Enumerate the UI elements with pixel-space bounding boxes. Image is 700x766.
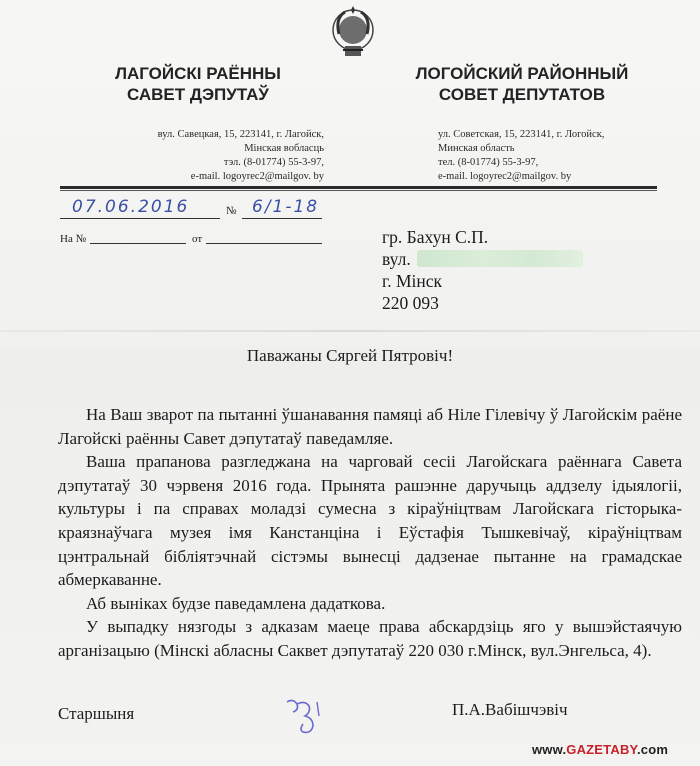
handwritten-date: 07.06.2016	[72, 197, 190, 217]
right-address-line: ул. Советская, 15, 223141, г. Логойск,	[438, 129, 605, 140]
watermark-suffix: .com	[636, 742, 669, 757]
recipient-city: г. Мінск	[382, 271, 443, 291]
number-underline	[242, 218, 322, 219]
right-org-line2: СОВЕТ ДЕПУТАТОВ	[438, 85, 606, 104]
body-paragraph: Ваша прапанова разгледжана на чарговай сесіі Лагойскага раённага Савета дэпутатаў 30 чэрвеня 2016 года. Прынята рашэнне даручыць аддзелу ідыялогіі, культуры і па справах моладзі сумесна з кіраўніцтвам Лагойскага гісторыка-краязнаўчага музея імя Канстанціна і Еўстафія Тышкевічаў, кіраўніцтвам цэнтральнай бібліятэчнай сістэмы вынесці дадзенае пытанне на грамадскае абмеркаванне.	[58, 452, 682, 590]
header-divider-thin	[60, 190, 657, 191]
body-paragraph: На Ваш зварот па пытанні ўшанавання памяці аб Ніле Гілевічу ў Лагойскім раёне Лагойскі раённы Савет дэпутатаў паведамляе.	[58, 405, 682, 448]
letter-body	[58, 403, 682, 663]
signatory-title: Старшыня	[58, 704, 135, 723]
date-underline	[60, 218, 220, 219]
salutation: Паважаны Сяргей Пятровіч!	[246, 346, 454, 365]
header-divider	[60, 186, 657, 189]
recipient-name: гр. Бахун С.П.	[382, 227, 489, 247]
number-symbol: №	[226, 205, 237, 217]
site-watermark	[532, 742, 668, 757]
left-org-line2: САВЕТ ДЭПУТАЎ	[126, 85, 270, 104]
signatory-name: П.А.Вабішчэвіч	[452, 700, 568, 719]
state-emblem-icon	[331, 4, 375, 60]
right-address-line: Минская область	[438, 143, 515, 154]
recipient-street-label: вул.	[382, 249, 411, 269]
right-organization-name	[392, 63, 652, 105]
na-underline	[90, 243, 186, 244]
left-address-block	[124, 128, 324, 184]
left-organization-name	[68, 63, 328, 105]
watermark-prefix: www.	[532, 742, 567, 757]
left-address-line: e-mail. logoyrec2@mailgov. by	[190, 171, 324, 182]
recipient-postcode: 220 093	[382, 293, 439, 313]
left-address-line: вул. Савецкая, 15, 223141, г. Лагойск,	[157, 129, 324, 140]
na-label: На №	[60, 233, 87, 245]
recipient-street	[382, 248, 583, 270]
body-paragraph: У выпадку нязгоды з адказам маеце права абскардзіць яго у вышэйстаячую арганізацыю (Мінскі абласны Саквет дэпутатаў 220 030 г.Мінск, вул.Энгельса, 4).	[58, 617, 682, 660]
ot-label: от	[192, 233, 203, 245]
right-address-line: тел. (8-01774) 55-3-97,	[438, 157, 539, 168]
ot-underline	[206, 243, 322, 244]
left-address-line: тэл. (8-01774) 55-3-97,	[223, 157, 324, 168]
handwritten-signature	[283, 696, 331, 736]
left-org-line1: ЛАГОЙСКІ РАЁННЫ	[115, 64, 281, 83]
recipient-block	[382, 226, 583, 314]
paper-fold	[0, 330, 700, 332]
right-address-block	[438, 128, 638, 184]
redacted-street	[417, 250, 583, 267]
right-address-line: e-mail. logoyrec2@mailgov. by	[438, 171, 572, 182]
handwritten-reference-number: 6/1-18	[252, 197, 320, 217]
right-org-line1: ЛОГОЙСКИЙ РАЙОННЫЙ	[415, 64, 629, 83]
left-address-line: Мінская вобласць	[244, 143, 324, 154]
watermark-brand: GAZETABY	[566, 742, 637, 757]
body-paragraph: Аб выніках будзе паведамлена дадаткова.	[86, 593, 386, 613]
